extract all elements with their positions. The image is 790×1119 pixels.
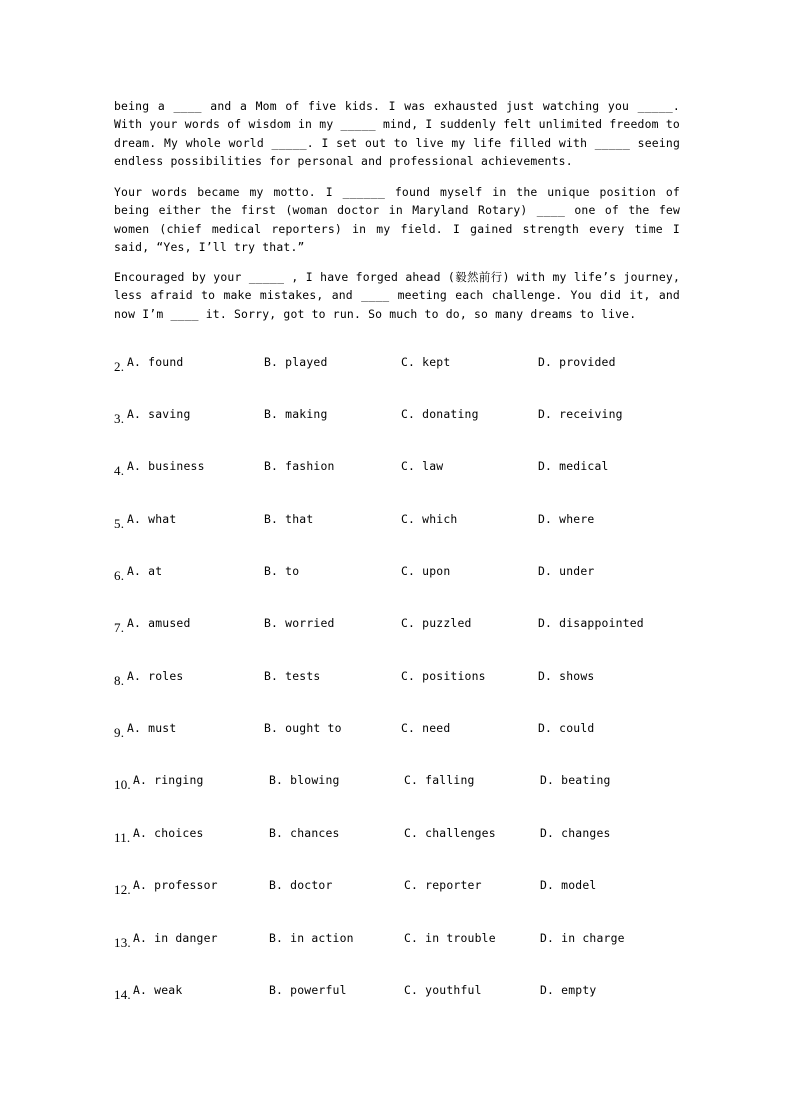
question-13 — [114, 931, 714, 951]
option-d: D. model — [540, 878, 597, 892]
question-number: 5. — [114, 516, 125, 531]
option-a: A. at — [127, 564, 163, 578]
question-number: 3. — [114, 411, 125, 426]
option-b: B. that — [264, 512, 314, 526]
question-7 — [114, 616, 714, 636]
option-a: A. saving — [127, 407, 191, 421]
question-9 — [114, 721, 714, 741]
option-d: D. receiving — [538, 407, 623, 421]
option-b: B. in action — [269, 931, 354, 945]
question-number: 2. — [114, 359, 125, 374]
option-a: A. weak — [133, 983, 183, 997]
question-4 — [114, 459, 714, 479]
option-c: C. kept — [401, 355, 451, 369]
option-a: A. roles — [127, 669, 184, 683]
option-c: C. law — [401, 459, 444, 473]
option-c: C. in trouble — [404, 931, 496, 945]
question-number: 12. — [114, 882, 131, 897]
option-b: B. fashion — [264, 459, 335, 473]
option-d: D. disappointed — [538, 616, 644, 630]
option-a: A. amused — [127, 616, 191, 630]
option-b: B. to — [264, 564, 300, 578]
option-c: C. which — [401, 512, 458, 526]
option-d: D. under — [538, 564, 595, 578]
option-d: D. provided — [538, 355, 616, 369]
option-c: C. falling — [404, 773, 475, 787]
question-number: 14. — [114, 987, 131, 1002]
question-2 — [114, 355, 714, 375]
question-number: 11. — [114, 830, 131, 845]
option-c: C. donating — [401, 407, 479, 421]
passage-paragraph-3: Encouraged by your _____ , I have forged ahead (毅然前行) with my life’s journey, less afraid to make mistakes, and ____ meeting each challenge. You did it, and now I’m ____ it. Sorry, got to run. So much to do, so many dreams to live. — [114, 270, 680, 321]
question-6 — [114, 564, 714, 584]
option-b: B. making — [264, 407, 328, 421]
option-b: B. played — [264, 355, 328, 369]
option-c: C. reporter — [404, 878, 482, 892]
passage-paragraph-1: being a ____ and a Mom of five kids. I was exhausted just watching you _____. With your words of wisdom in my _____ mind, I suddenly felt unlimited freedom to dream. My whole world _____. I set out to live my life filled with _____ seeing endless possibilities for personal and professional achievements. — [114, 99, 680, 169]
option-c: C. need — [401, 721, 451, 735]
option-b: B. blowing — [269, 773, 340, 787]
question-number: 13. — [114, 935, 131, 950]
option-b: B. powerful — [269, 983, 347, 997]
question-3 — [114, 407, 714, 427]
passage-paragraph-2: Your words became my motto. I ______ found myself in the unique position of being either the first (woman doctor in Maryland Rotary) ____ one of the few women (chief medical reporters) in my field. I gained strength every time I said, “Yes, I’ll try that.” — [114, 185, 680, 255]
option-a: A. ringing — [133, 773, 204, 787]
question-11 — [114, 826, 714, 846]
option-b: B. doctor — [269, 878, 333, 892]
option-d: D. could — [538, 721, 595, 735]
option-a: A. in danger — [133, 931, 218, 945]
option-b: B. tests — [264, 669, 321, 683]
option-c: C. positions — [401, 669, 486, 683]
option-c: C. puzzled — [401, 616, 472, 630]
option-a: A. professor — [133, 878, 218, 892]
question-number: 9. — [114, 725, 125, 740]
question-number: 8. — [114, 673, 125, 688]
question-number: 7. — [114, 620, 125, 635]
option-d: D. changes — [540, 826, 611, 840]
option-c: C. challenges — [404, 826, 496, 840]
option-b: B. chances — [269, 826, 340, 840]
option-c: C. upon — [401, 564, 451, 578]
question-8 — [114, 669, 714, 689]
option-a: A. found — [127, 355, 184, 369]
question-number: 4. — [114, 463, 125, 478]
option-a: A. business — [127, 459, 205, 473]
option-a: A. what — [127, 512, 177, 526]
option-d: D. in charge — [540, 931, 625, 945]
option-b: B. worried — [264, 616, 335, 630]
option-a: A. choices — [133, 826, 204, 840]
question-number: 6. — [114, 568, 125, 583]
option-d: D. shows — [538, 669, 595, 683]
question-number: 10. — [114, 777, 131, 792]
option-a: A. must — [127, 721, 177, 735]
question-14 — [114, 983, 714, 1003]
option-d: D. empty — [540, 983, 597, 997]
option-b: B. ought to — [264, 721, 342, 735]
option-c: C. youthful — [404, 983, 482, 997]
option-d: D. where — [538, 512, 595, 526]
option-d: D. medical — [538, 459, 609, 473]
option-d: D. beating — [540, 773, 611, 787]
question-10 — [114, 773, 714, 793]
question-12 — [114, 878, 714, 898]
question-5 — [114, 512, 714, 532]
